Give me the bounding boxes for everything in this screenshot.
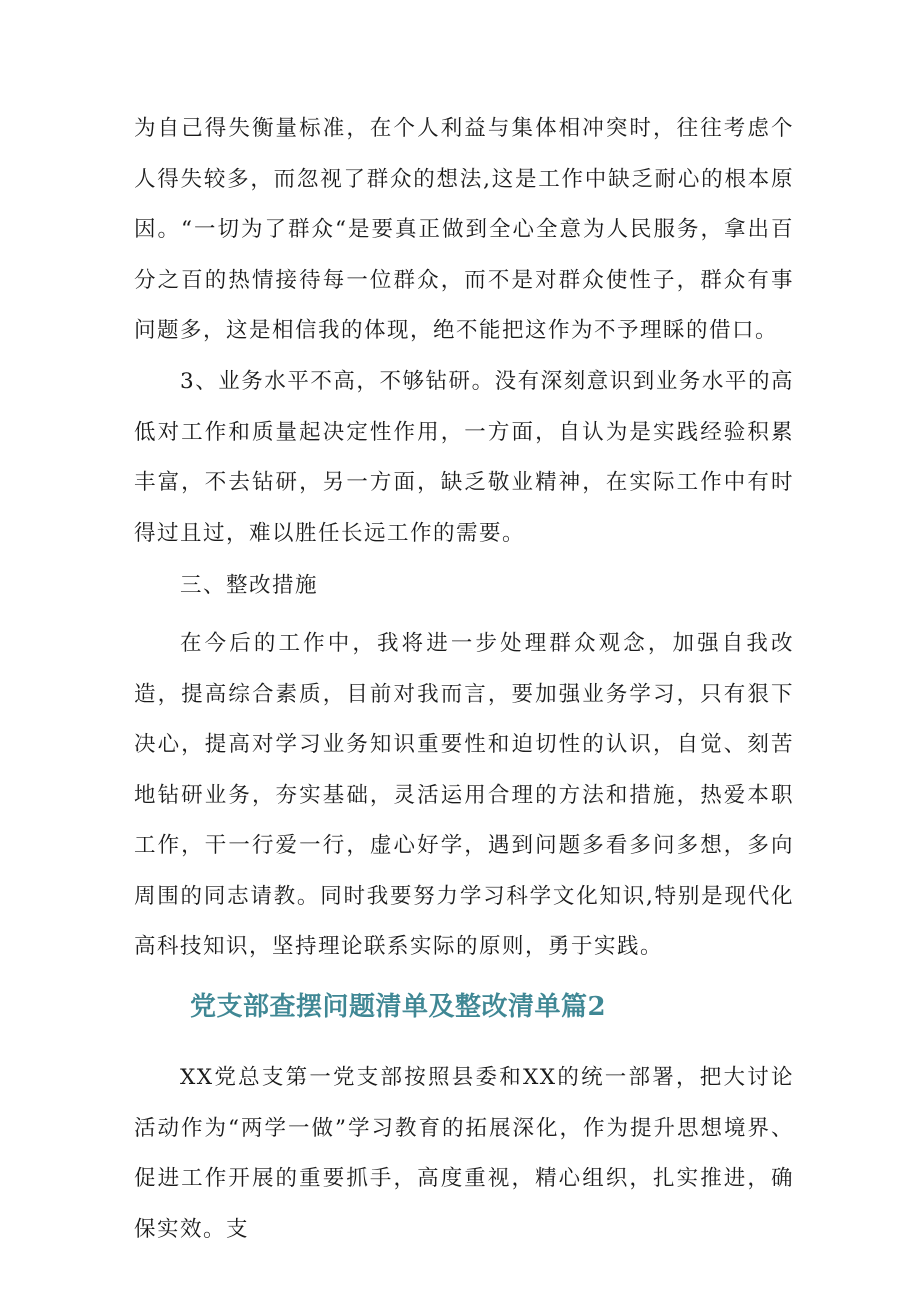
- paragraph-business-level: 3、业务水平不高，不够钻研。没有深刻意识到业务水平的高低对工作和质量起决定性作用，一方面，自认为是实践经验积累丰富，不去钻研，另一方面，缺乏敬业精神，在实际工作中有时得过且过，难以胜任长远工作的需要。: [134, 369, 794, 546]
- paragraph-patience-cause: 为自己得失衡量标准，在个人利益与集体相冲突时，往往考虑个人得失较多，而忽视了群众的想法,这是工作中缺乏耐心的根本原因。“一切为了群众“是要真正做到全心全意为人民服务，拿出百分之百的热情接待每一位群众，而不是对群众使性子，群众有事问题多，这是相信我的体现，绝不能把这作为不予理睬的借口。: [134, 116, 794, 343]
- paragraph-section2-intro: XX党总支第一党支部按照县委和XX的统一部署，把大讨论活动作为“两学一做”学习教育的拓展深化，作为提升思想境界、促进工作开展的重要抓手，高度重视，精心组织，扎实推进，确保实效。支: [134, 1065, 794, 1242]
- section-title: 党支部查摆问题清单及整改清单篇2: [190, 992, 607, 1022]
- heading-rectification-measures: 三、整改措施: [180, 573, 319, 598]
- paragraph-rectification-measures: 在今后的工作中，我将进一步处理群众观念，加强自我改造，提高综合素质，目前对我而言，要加强业务学习，只有狠下决心，提高对学习业务知识重要性和迫切性的认识，自觉、刻苦地钻研业务，夯实基础，灵活运用合理的方法和措施，热爱本职工作，干一行爱一行，虚心好学，遇到问题多看多问多想，多向周围的同志请教。同时我要努力学习科学文化知识,特别是现代化高科技知识，坚持理论联系实际的原则，勇于实践。: [134, 631, 794, 959]
